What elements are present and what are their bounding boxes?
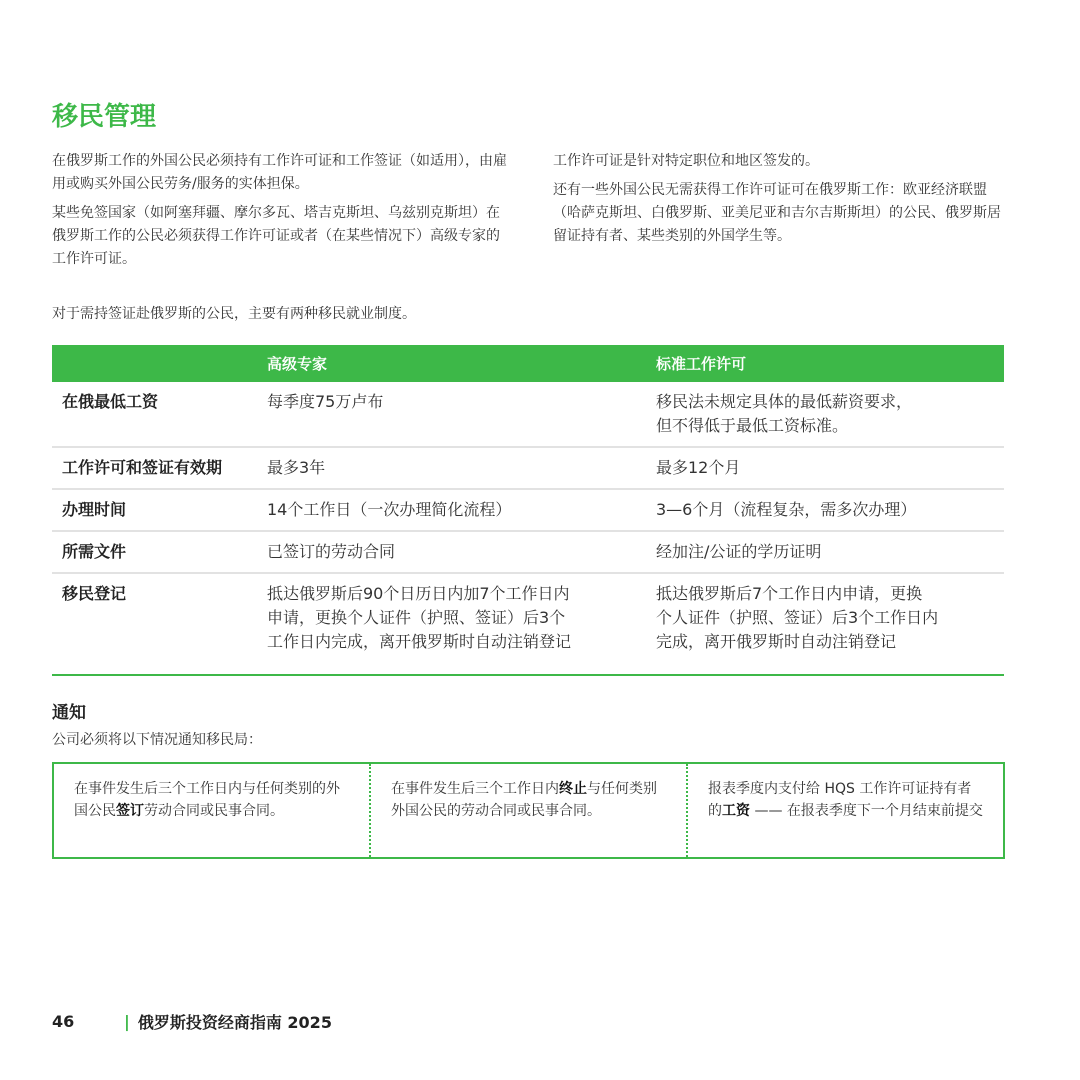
hqs-cell: 已签订的劳动合同 (257, 531, 646, 573)
row-label: 办理时间 (52, 489, 257, 531)
header-hqs: 高级专家 (257, 345, 646, 382)
notification-keyword: 终止 (559, 781, 587, 797)
notification-item (686, 764, 1003, 857)
standard-cell: 移民法未规定具体的最低薪资要求， 但不得低于最低工资标准。 (646, 382, 1004, 447)
row-label: 移民登记 (62, 584, 127, 603)
standard-cell: 经加注/公证的学历证明 (646, 531, 1004, 573)
notification-item (54, 764, 369, 857)
left-paragraph-1: 在俄罗斯工作的外国公民必须持有工作许可证和工作签证（如适用），由雇用或购买外国公民劳务/服务的实体担保。 (52, 153, 507, 192)
notification-keyword: 签订 (116, 803, 144, 819)
header-standard: 标准工作许可 (646, 345, 1004, 382)
right-paragraph-2: 还有一些外国公民无需获得工作许可证可在俄罗斯工作：欧亚经济联盟（哈萨克斯坦、白俄罗斯、亚美尼亚和吉尔吉斯斯坦）的公民、俄罗斯居留证持有者、某些类别的外国学生等。 (553, 182, 1001, 244)
table-row (52, 447, 1004, 489)
notification-text: 劳动合同或民事合同。 (144, 803, 284, 819)
table-row (52, 382, 1004, 447)
row-label: 工作许可和签证有效期 (52, 447, 257, 489)
hqs-cell: 每季度75万卢布 (257, 382, 646, 447)
header-empty (52, 345, 257, 382)
section-title: 移民管理 (52, 102, 157, 132)
footer-title: 俄罗斯投资经商指南 2025 (137, 1013, 332, 1032)
left-paragraph-2: 某些免签国家（如阿塞拜疆、摩尔多瓦、塔吉克斯坦、乌兹别克斯坦）在俄罗斯工作的公民必须获得工作许可证或者（在某些情况下）高级专家的工作许可证。 (52, 205, 500, 267)
regimes-intro: 对于需持签证赴俄罗斯的公民，主要有两种移民就业制度。 (52, 306, 416, 322)
notification-text: 与任何类别外国公民的劳动合同或民事合同。 (391, 781, 657, 819)
left-text-column (52, 150, 512, 277)
standard-cell: 最多12个月 (646, 447, 1004, 489)
employment-regimes-table (52, 345, 1004, 676)
table-row (52, 531, 1004, 573)
row-label: 所需文件 (52, 531, 257, 573)
notification-keyword: 工资 (722, 803, 750, 819)
page-number: 46 (52, 1012, 75, 1031)
notification-text: —— 在报表季度下一个月结束前提交 (750, 803, 983, 819)
notification-title: 通知 (52, 703, 86, 723)
table-header-row (52, 345, 1004, 382)
hqs-cell: 抵达俄罗斯后90个日历日内加7个工作日内 申请，更换个人证件（护照、签证）后3个 工作日内完成，离开俄罗斯时自动注销登记 (267, 584, 572, 651)
notification-box (52, 762, 1005, 859)
standard-cell: 3—6个月（流程复杂，需多次办理） (646, 489, 1004, 531)
table-row (52, 573, 1004, 675)
footer-divider: | (124, 1012, 130, 1031)
page-footer (52, 1010, 332, 1033)
hqs-cell: 14个工作日（一次办理简化流程） (257, 489, 646, 531)
notification-subtitle: 公司必须将以下情况通知移民局： (52, 732, 262, 748)
standard-cell: 抵达俄罗斯后7个工作日内申请，更换 个人证件（护照、签证）后3个工作日内 完成，离开俄罗斯时自动注销登记 (656, 584, 939, 651)
notification-text: 报表季度内支付给 HQS 工作许可证持有者的 (708, 781, 972, 819)
right-text-column (553, 150, 1013, 254)
row-label: 在俄最低工资 (52, 382, 257, 447)
right-paragraph-1: 工作许可证是针对特定职位和地区签发的。 (553, 153, 819, 169)
hqs-cell: 最多3年 (257, 447, 646, 489)
notification-text: 在事件发生后三个工作日内 (391, 781, 559, 797)
notification-item (369, 764, 686, 857)
notification-text: 在事件发生后三个工作日内与任何类别的外国公民 (74, 781, 340, 819)
table-row (52, 489, 1004, 531)
